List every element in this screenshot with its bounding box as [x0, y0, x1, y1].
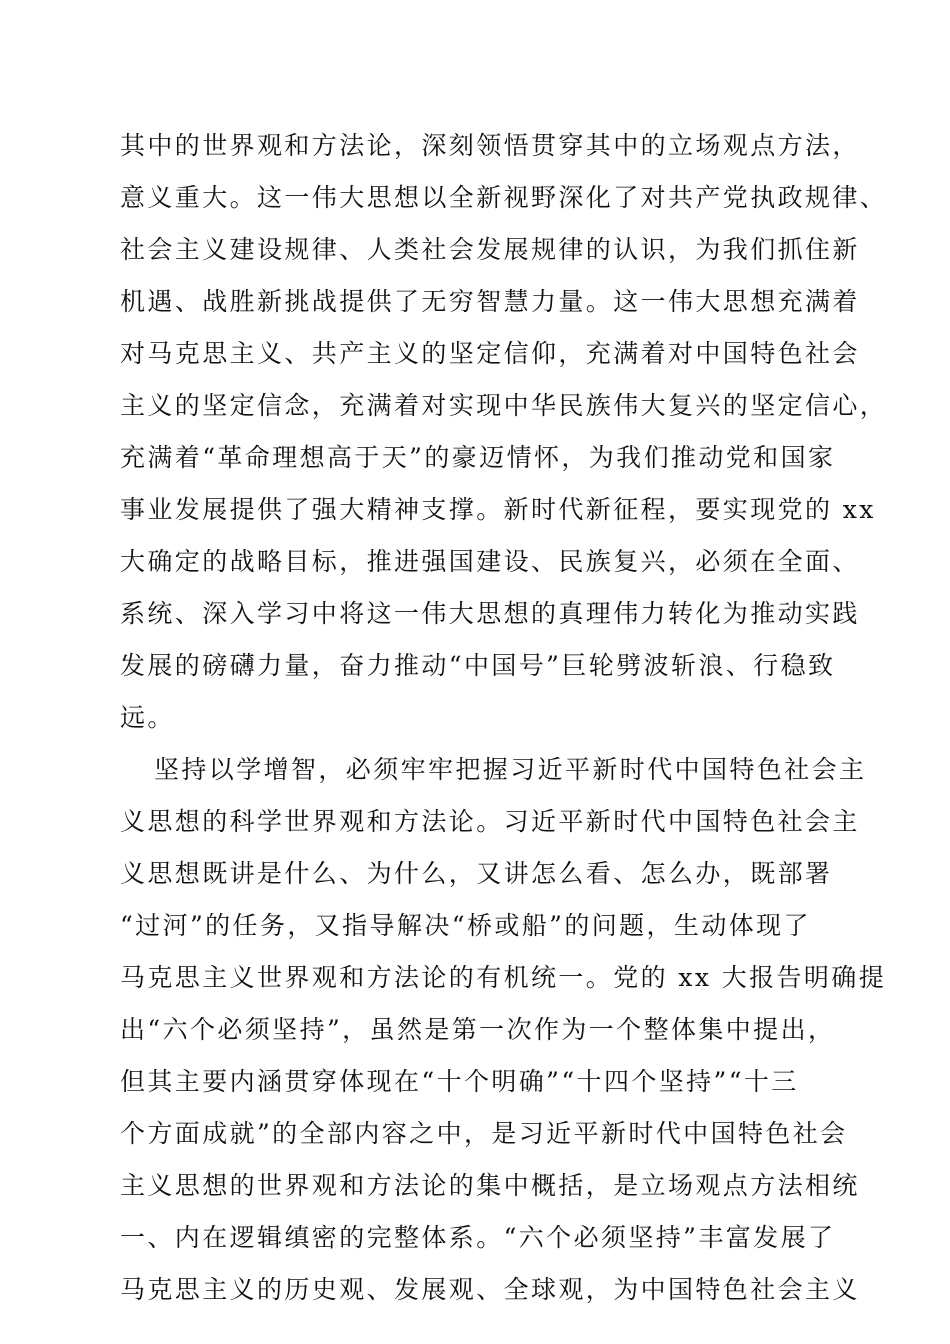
text-line: 系统、深入学习中将这一伟大思想的真理伟力转化为推动实践 [120, 599, 860, 628]
text-line: 意义重大。这一伟大思想以全新视野深化了对共产党执政规律、 [120, 183, 888, 212]
body-text [120, 120, 888, 1316]
text-line: 充满着“革命理想高于天”的豪迈情怀，为我们推动党和国家 [120, 443, 836, 472]
paragraph-start-line: 坚持以学增智，必须牢牢把握习近平新时代中国特色社会主 [154, 755, 867, 784]
text-line: 个方面成就”的全部内容之中，是习近平新时代中国特色社会 [120, 1119, 848, 1148]
text-line: 马克思主义世界观和方法论的有机统一。党的 xx 大报告明确提 [120, 963, 887, 992]
text-line: 主义的坚定信念，充满着对实现中华民族伟大复兴的坚定信心， [120, 391, 888, 420]
text-line: 马克思主义的历史观、发展观、全球观，为中国特色社会主义 [120, 1275, 860, 1304]
text-line: 事业发展提供了强大精神支撑。新时代新征程，要实现党的 xx [120, 495, 876, 524]
text-line: 发展的磅礴力量，奋力推动“中国号”巨轮劈波斩浪、行稳致 [120, 651, 836, 680]
text-line: 出“六个必须坚持”，虽然是第一次作为一个整体集中提出， [120, 1015, 836, 1044]
text-line: 对马克思主义、共产主义的坚定信仰，充满着对中国特色社会 [120, 339, 860, 368]
text-line: 义思想既讲是什么、为什么，又讲怎么看、怎么办，既部署 [120, 859, 833, 888]
text-line: 机遇、战胜新挑战提供了无穷智慧力量。这一伟大思想充满着 [120, 287, 860, 316]
text-line: 远。 [120, 703, 175, 732]
text-line: “过河”的任务，又指导解决“桥或船”的问题，生动体现了 [120, 911, 811, 940]
text-line: 主义思想的世界观和方法论的集中概括，是立场观点方法相统 [120, 1171, 860, 1200]
text-line: 一、内在逻辑缜密的完整体系。“六个必须坚持”丰富发展了 [120, 1223, 836, 1252]
text-line: 但其主要内涵贯穿体现在“十个明确”“十四个坚持”“十三 [120, 1067, 799, 1096]
text-line: 其中的世界观和方法论，深刻领悟贯穿其中的立场观点方法， [120, 131, 860, 160]
text-line: 大确定的战略目标，推进强国建设、民族复兴，必须在全面、 [120, 547, 860, 576]
text-line: 社会主义建设规律、人类社会发展规律的认识，为我们抓住新 [120, 235, 860, 264]
text-line: 义思想的科学世界观和方法论。习近平新时代中国特色社会主 [120, 807, 860, 836]
